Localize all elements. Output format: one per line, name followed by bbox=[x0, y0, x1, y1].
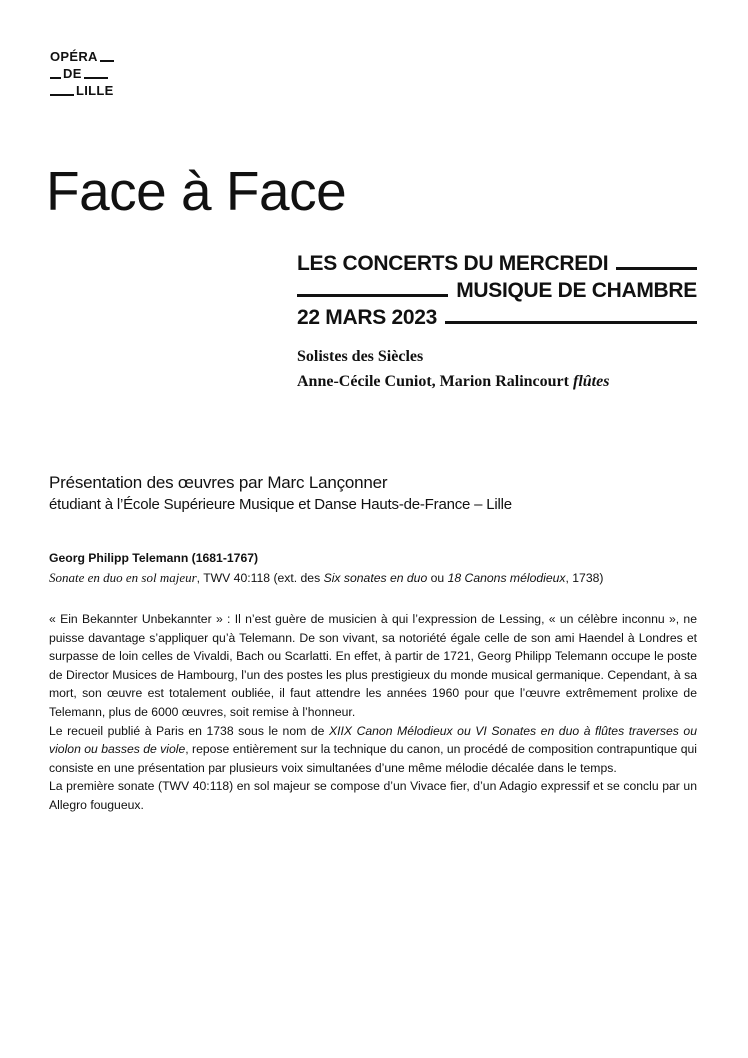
presentation-header bbox=[49, 472, 709, 516]
paragraph-2 bbox=[49, 722, 697, 778]
performers-block bbox=[297, 344, 717, 394]
soloists-instrument: flûtes bbox=[572, 373, 610, 390]
logo-bar bbox=[50, 77, 61, 79]
composer-name: Georg Philipp Telemann (1681-1767) bbox=[49, 551, 259, 565]
event-genre: MUSIQUE DE CHAMBRE bbox=[456, 278, 697, 302]
paragraph-2-text: Le recueil publié à Paris en 1738 sous le nom de bbox=[49, 723, 329, 738]
presentation-title: Présentation des œuvres par Marc Lançonner bbox=[49, 473, 388, 492]
logo-bar bbox=[50, 94, 74, 96]
event-date: 22 MARS 2023 bbox=[297, 305, 437, 329]
logo-bar bbox=[84, 77, 108, 79]
soloists-names: Anne-Cécile Cuniot, Marion Ralincourt bbox=[297, 373, 569, 390]
work-title bbox=[49, 568, 699, 588]
work-collection-alt-title: 18 Canons mélodieux bbox=[447, 571, 566, 585]
paragraph-2-italic: XIIX Canon Mélodieux ou VI Sonates en duo à flûtes traverses ou violon ou basses de viole bbox=[49, 723, 697, 757]
work-title-italic: Sonate en duo en sol majeur bbox=[49, 570, 197, 585]
work-heading bbox=[49, 549, 699, 588]
opera-de-lille-logo bbox=[50, 48, 114, 99]
work-collection-title: Six sonates en duo bbox=[323, 571, 428, 585]
event-line-3 bbox=[297, 304, 697, 331]
presentation-subtitle: étudiant à l’École Supérieure Musique et Danse Hauts-de-France – Lille bbox=[49, 496, 512, 513]
work-title-text: ou bbox=[427, 571, 448, 585]
paragraph-3: La première sonate (TWV 40:118) en sol majeur se compose d’un Vivace fier, d’un Adagio expressif et se conclu par un Allegro fougueux. bbox=[49, 779, 697, 812]
event-line-2 bbox=[297, 277, 697, 304]
logo-line-3: LILLE bbox=[76, 83, 114, 98]
soloists-line bbox=[297, 369, 717, 394]
divider-rule bbox=[297, 294, 448, 297]
event-block bbox=[297, 250, 697, 331]
work-title-text: , 1738) bbox=[565, 571, 604, 585]
page-title: Face à Face bbox=[46, 160, 347, 222]
program-notes bbox=[49, 610, 697, 815]
ensemble-name: Solistes des Siècles bbox=[297, 348, 424, 365]
paragraph-2-text-end: , repose entièrement sur la technique du canon, un procédé de composition contrapuntique qui consiste en une présentation par plusieurs voix simultanées d’une même mélodie décalée dans le temps. bbox=[49, 742, 697, 775]
logo-line-2: DE bbox=[63, 66, 82, 81]
divider-rule bbox=[445, 321, 697, 324]
divider-rule bbox=[616, 267, 697, 270]
event-series: LES CONCERTS DU MERCREDI bbox=[297, 251, 609, 275]
logo-bar bbox=[100, 60, 114, 62]
paragraph-1: « Ein Bekannter Unbekannter » : Il n’est guère de musicien à qui l’expression de Lessing, « un célèbre inconnu », ne puisse davantage s’appliquer qu’à Telemann. De son vivant, sa notoriété égale celle de son ami Haendel à Londres et surpasse de loin celles de Vivaldi, Bach ou Scarlatti. En effet, à partir de 1721, Georg Philipp Telemann occupe le poste de Director Musices de Hambourg, l’un des postes les plus prestigieux du monde musical germanique. Cependant, à sa mort, son œuvre est totalement oubliée, il faut attendre les années 1960 pour que l’œuvre extrêmement prolixe de Telemann, plus de 6000 œuvres, soit remise à l’honneur. bbox=[49, 612, 697, 719]
logo-line-1: OPÉRA bbox=[50, 49, 98, 64]
event-line-1 bbox=[297, 250, 697, 277]
work-title-text: , TWV 40:118 (ext. des bbox=[196, 571, 324, 585]
